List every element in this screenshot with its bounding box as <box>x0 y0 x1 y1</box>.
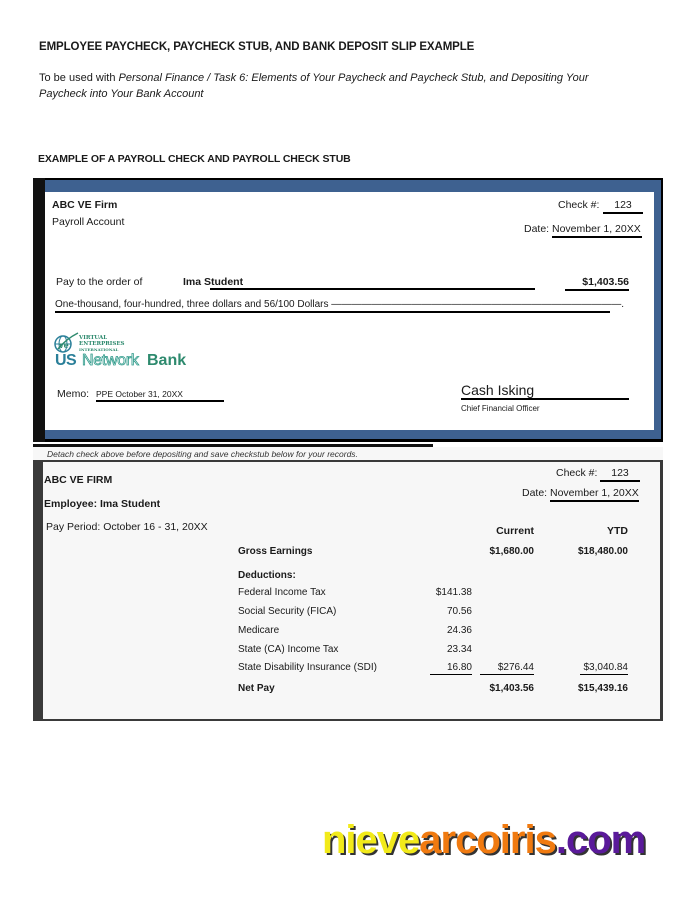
check-amount: $1,403.56 <box>565 276 629 291</box>
check-number-label: Check #: <box>558 199 600 211</box>
pay-to-label: Pay to the order of <box>56 276 143 288</box>
watermark-part1: nieve <box>322 818 420 862</box>
detach-note: Detach check above before depositing and save checkstub below for your records. <box>47 449 358 459</box>
document-subtitle <box>39 70 639 102</box>
memo-value: PPE October 31, 20XX <box>96 389 224 402</box>
bank-logo-network: Network <box>82 352 139 369</box>
bank-logo-us: US <box>55 352 77 369</box>
deduction-label: Medicare <box>238 625 280 636</box>
deduction-amount: 24.36 <box>446 625 472 636</box>
payee-line <box>210 288 535 290</box>
header-current: Current <box>496 525 534 537</box>
signature: Cash Isking <box>461 382 629 400</box>
check-account: Payroll Account <box>52 216 125 228</box>
watermark-part3: .com <box>555 818 646 862</box>
check-company: ABC VE Firm <box>52 199 118 211</box>
deductions-label: Deductions: <box>238 570 296 581</box>
stub-check-number-label: Check #: <box>556 467 598 479</box>
section-title: EXAMPLE OF A PAYROLL CHECK AND PAYROLL CHECK STUB <box>38 153 351 165</box>
amount-in-words: One-thousand, four-hundred, three dollars and 56/100 Dollars —————————————————————————————. <box>55 299 625 310</box>
gross-earnings-label: Gross Earnings <box>238 546 313 557</box>
net-pay-label: Net Pay <box>238 683 275 694</box>
check-date: November 1, 20XX <box>552 223 642 238</box>
stub-employee: Employee: Ima Student <box>44 498 161 510</box>
total-deductions-current: $276.44 <box>480 662 534 675</box>
stub-check-number: 123 <box>600 467 640 482</box>
stub-pay-period: Pay Period: October 16 - 31, 20XX <box>46 521 208 533</box>
check-left-bar <box>33 178 45 442</box>
deduction-label: State (CA) Income Tax <box>238 644 339 655</box>
document-title: EMPLOYEE PAYCHECK, PAYCHECK STUB, AND BANK DEPOSIT SLIP EXAMPLE <box>39 41 475 53</box>
stub-date: November 1, 20XX <box>550 487 639 502</box>
deduction-label: Social Security (FICA) <box>238 606 337 617</box>
stub-date-label: Date: <box>522 487 548 499</box>
deduction-amount: 23.34 <box>446 644 472 655</box>
deduction-amount: $141.38 <box>435 587 472 598</box>
header-ytd: YTD <box>607 525 628 537</box>
watermark-logo <box>322 818 645 863</box>
subtitle-course: Personal Finance / Task 6: Elements of Your Paycheck and Paycheck Stub, and Depositing Your Paycheck into Your Bank Account <box>39 72 589 100</box>
watermark-part2: arcoiris <box>419 818 556 862</box>
signer-title: Chief Financial Officer <box>461 404 540 413</box>
bank-logo-tagline: VIRTUAL ENTERPRISES INTERNATIONAL <box>79 335 125 352</box>
check-number: 123 <box>603 199 643 214</box>
amount-words-line <box>55 311 610 313</box>
net-pay-ytd: $15,439.16 <box>577 683 628 694</box>
check-date-label: Date: <box>524 223 550 235</box>
deduction-label: State Disability Insurance (SDI) <box>238 662 377 673</box>
stub-company: ABC VE FIRM <box>44 474 113 486</box>
svg-text:ve: ve <box>59 340 69 350</box>
deduction-amount: 70.56 <box>446 606 472 617</box>
subtitle-prefix: To be used with <box>39 72 119 84</box>
deduction-label: Federal Income Tax <box>238 587 326 598</box>
bank-logo-bank: Bank <box>147 352 187 369</box>
gross-ytd: $18,480.00 <box>577 546 628 557</box>
gross-current: $1,680.00 <box>489 546 534 557</box>
payee-name: Ima Student <box>183 276 244 288</box>
net-pay-current: $1,403.56 <box>489 683 534 694</box>
deduction-amount: 16.80 <box>430 662 472 675</box>
total-deductions-ytd: $3,040.84 <box>580 662 628 675</box>
memo-label: Memo: <box>57 388 90 400</box>
